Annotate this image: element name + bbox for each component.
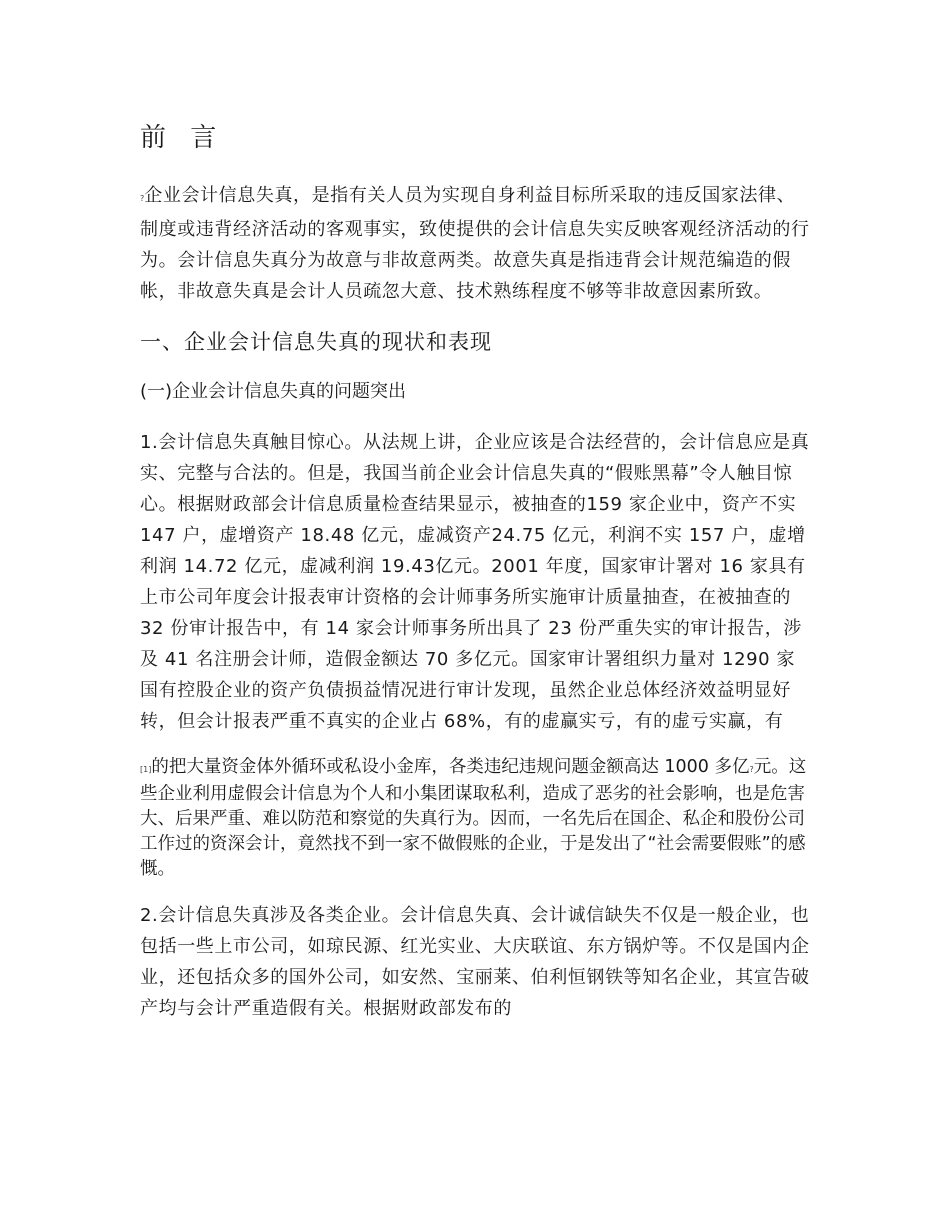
section-heading: 一、企业会计信息失真的现状和表现 bbox=[140, 330, 492, 354]
paragraph-2-text-b: 元。这些企业利用虚假会计信息为个人和小集团谋取私利，造成了恶劣的社会影响，也是危害大、后果严重、难以防范和察觉的失真行为。因而，一名先后在国企、私企和股份公司工作过的资深会计，竟然找不到一家不做假账的企业，于是发出了“社会需要假账”的感慨。 bbox=[140, 757, 807, 879]
inline-marker: ? bbox=[749, 765, 754, 774]
intro-paragraph bbox=[140, 180, 812, 307]
intro-text: 企业会计信息失真，是指有关人员为实现自身利益目标所采取的违反国家法律、制度或违背经济活动的客观事实，致使提供的会计信息失实反映客观经济活动的行为。会计信息失真分为故意与非故意两类。故意失真是指违背会计规范编造的假帐，非故意失真是会计人员疏忽大意、技术熟练程度不够等非故意因素所致。 bbox=[140, 185, 810, 302]
intro-marker: ? bbox=[140, 194, 145, 203]
document-page bbox=[140, 118, 812, 1042]
subsection-heading: (一)企业会计信息失真的问题突出 bbox=[140, 381, 407, 402]
footnote-marker: [1] bbox=[140, 765, 152, 774]
paragraph-1: 1.会计信息失真触目惊心。从法规上讲，企业应该是合法经营的，会计信息应是真实、完整与合法的。但是，我国当前企业会计信息失真的“假账黑幕”令人触目惊心。根据财政部会计信息质量检查结果显示，被抽查的159 家企业中，资产不实 147 户，虚增资产 18.48 亿元，虚减资产24.75 亿元，利润不实 157 户，虚增利润 14.72 亿元，虚减利润 19.43亿元。2001 年度，国家审计署对 16 家具有上市公司年度会计报表审计资格的会计师事务所实施审计质量抽查，在被抽查的 32 份审计报告中，有 14 家会计师事务所出具了 23 份严重失实的审计报告，涉及 41 名注册会计师，造假金额达 70 多亿元。国家审计署组织力量对 1290 家国有控股企业的资产负债损益情况进行审计发现，虽然企业总体经济效益明显好转，但会计报表严重不真实的企业占 68%，有的虚赢实亏，有的虚亏实赢，有 bbox=[140, 432, 810, 732]
paragraph-2-text-a: 的把大量资金体外循环或私设小金库，各类违纪违规问题金额高达 1000 多亿 bbox=[151, 757, 750, 777]
paragraph-3: 2.会计信息失真涉及各类企业。会计信息失真、会计诚信缺失不仅是一般企业，也包括一些上市公司，如琼民源、红光实业、大庆联谊、东方锅炉等。不仅是国内企业，还包括众多的国外公司，如安然、宝丽莱、伯利恒钢铁等知名企业，其宣告破产均与会计严重造假有关。根据财政部发布的 bbox=[140, 905, 810, 1019]
paragraph-2 bbox=[140, 755, 812, 882]
page-title: 前 言 bbox=[140, 123, 225, 153]
